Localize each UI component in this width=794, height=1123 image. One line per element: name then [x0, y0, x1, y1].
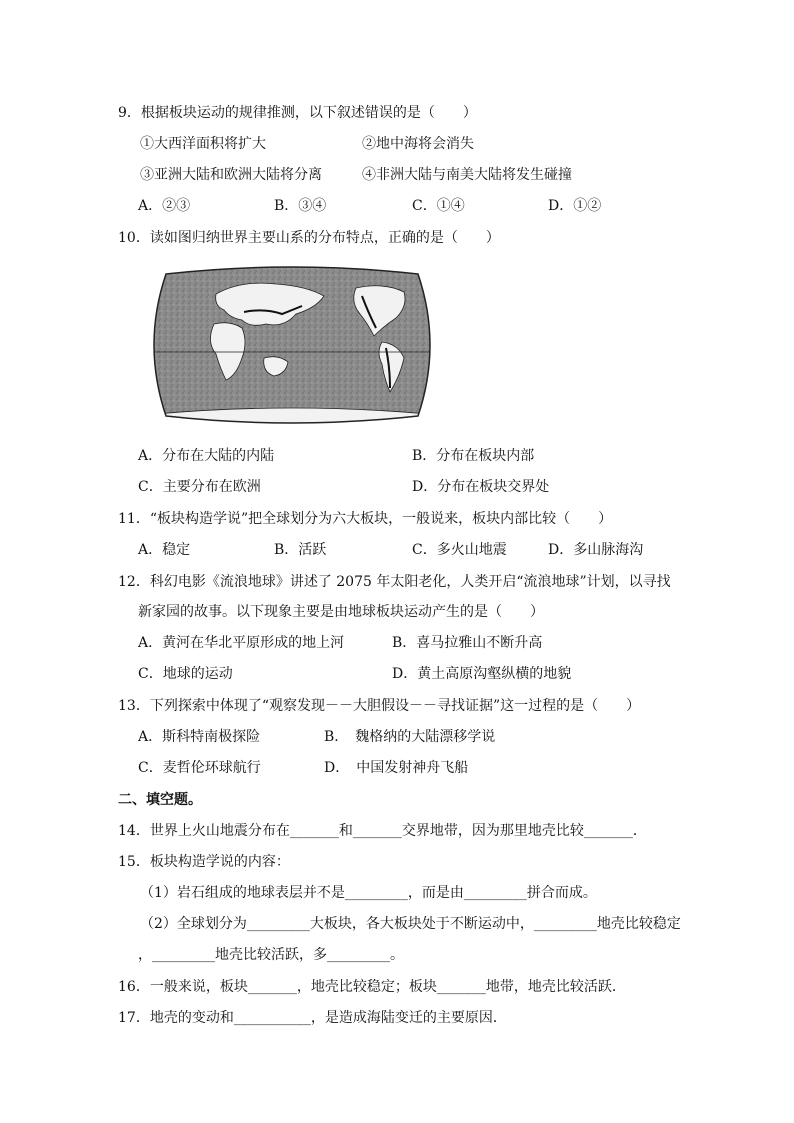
q11-option-d: D．多山脉海沟 — [548, 542, 644, 558]
q14-text: 14．世界上火山地震分布在_______和_______交界地带，因为那里地壳比较_______． — [118, 823, 647, 839]
q15-part-2b: ，_________地壳比较活跃，多_________。 — [138, 947, 404, 963]
q9-statement-1: ①大西洋面积将扩大 — [140, 136, 266, 152]
q13-option-b: B． 魏格纳的大陆漂移学说 — [324, 729, 496, 745]
q10-option-a: A．分布在大陆的内陆 — [138, 448, 275, 464]
q13-option-d: D． 中国发射神舟飞船 — [324, 760, 469, 776]
q12-option-a: A．黄河在华北平原形成的地上河 — [138, 635, 345, 651]
q9-option-c: C．①④ — [412, 198, 465, 214]
q12-option-b: B．喜马拉雅山不断升高 — [392, 635, 543, 651]
q15-text: 15．板块构造学说的内容： — [118, 854, 290, 870]
q13-stem: 13．下列探索中体现了“观察发现－－大胆假设－－寻找证据”这一过程的是（ ） — [118, 698, 641, 714]
q11-option-b: B．活跃 — [274, 542, 327, 558]
q11-option-a: A．稳定 — [138, 542, 191, 558]
q10-option-b: B．分布在板块内部 — [412, 448, 535, 464]
q12-stem-line-1: 12．科幻电影《流浪地球》讲述了 2075 年太阳老化，人类开启“流浪地球”计划，以寻找 — [118, 574, 671, 590]
q9-option-b: B．③④ — [274, 198, 327, 214]
q16-text: 16．一般来说，板块_______，地壳比较稳定；板块_______地带，地壳比较活跃． — [118, 979, 626, 995]
q15-part-2a: （2）全球划分为_________大板块，各大板块处于不断运动中，_________地壳比较稳定 — [140, 916, 681, 932]
q10-option-d: D．分布在板块交界处 — [412, 479, 550, 495]
q10-option-c: C．主要分布在欧洲 — [138, 479, 261, 495]
q9-option-d: D．①② — [548, 198, 602, 214]
q11-option-c: C．多火山地震 — [412, 542, 507, 558]
q9-option-a: A．②③ — [138, 198, 191, 214]
q9-stem: 9．根据板块运动的规律推测，以下叙述错误的是（ ） — [118, 105, 477, 121]
world-map-mountain-systems-icon — [146, 266, 438, 424]
q9-statement-4: ④非洲大陆与南美大陆将发生碰撞 — [362, 167, 572, 183]
q13-option-c: C．麦哲伦环球航行 — [138, 760, 261, 776]
q13-option-a: A．斯科特南极探险 — [138, 729, 261, 745]
q15-part-1: （1）岩石组成的地球表层并不是_________，而是由_________拼合而成。 — [140, 885, 597, 901]
q9-statement-2: ②地中海将会消失 — [362, 136, 474, 152]
section-title: 二、填空题。 — [118, 792, 202, 808]
q17-text: 17．地壳的变动和___________，是造成海陆变迁的主要原因． — [118, 1010, 507, 1026]
q12-stem-line-2: 新家园的故事。以下现象主要是由地球板块运动产生的是（ ） — [138, 604, 544, 620]
q11-stem: 11．“板块构造学说”把全球划分为六大板块，一般说来，板块内部比较（ ） — [118, 511, 613, 527]
q10-stem: 10．读如图归纳世界主要山系的分布特点，正确的是（ ） — [118, 230, 500, 246]
q12-option-d: D．黄土高原沟壑纵横的地貌 — [392, 666, 572, 682]
q12-option-c: C．地球的运动 — [138, 666, 233, 682]
q9-statement-3: ③亚洲大陆和欧洲大陆将分离 — [140, 167, 322, 183]
